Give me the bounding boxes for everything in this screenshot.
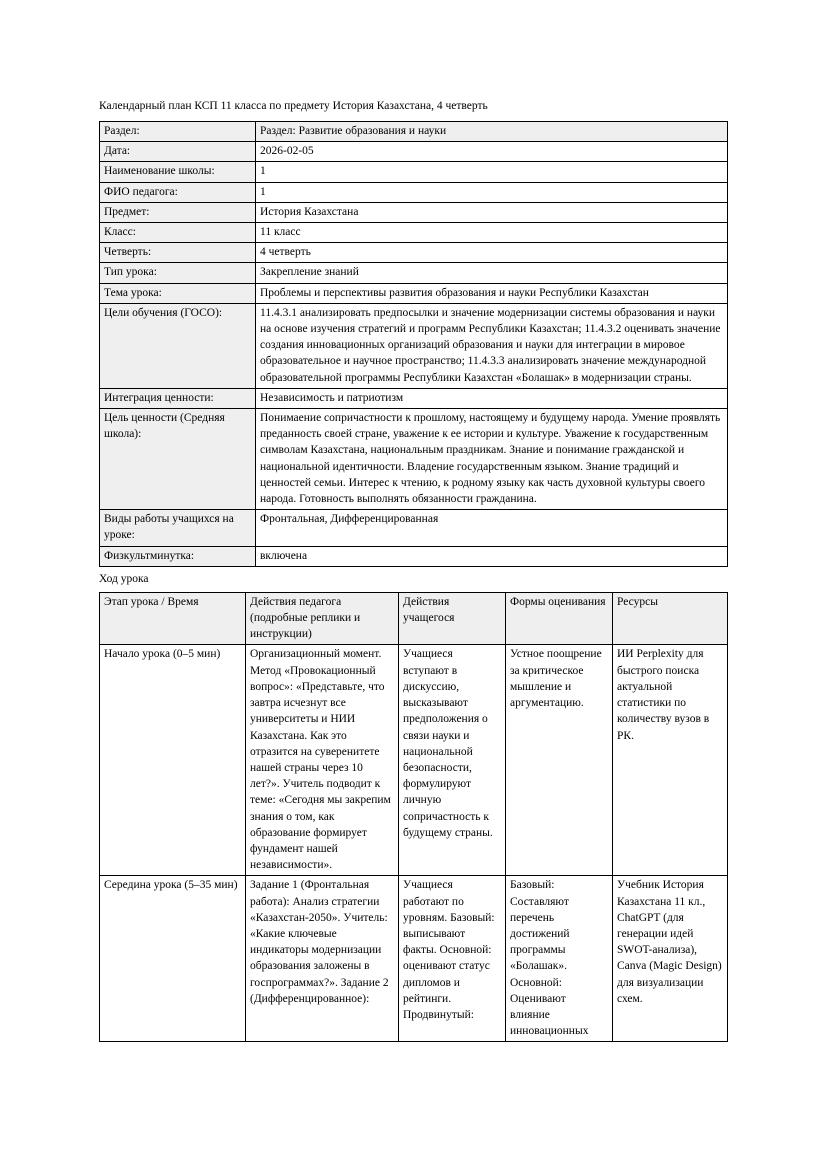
info-row [100,223,728,243]
flow-cell-stage: Середина урока (5–35 мин) [100,876,246,1042]
info-row-label: Виды работы учащихся на уроке: [100,510,256,546]
info-row-value: Понимаение сопричастности к прошлому, настоящему и будущему народа. Умение проявлять преданность своей стране, уважение к ее истории и культуре. Уважение к государственным символам Казахстана, национальным праздникам. Знание и понимание гражданской и национальной идентичности. Владение государственным языком. Знание традиций и ценностей семьи. Интерес к чтению, к родному языку как часть духовной культуры своего народа. Готовность выполнять обязанности гражданина. [256,409,728,510]
info-row-label: Раздел: [100,122,256,142]
flow-column-header: Действия педагога (подробные реплики и инструкции) [246,592,399,645]
info-row-label: Наименование школы: [100,162,256,182]
info-row [100,303,728,388]
info-row-label: Интеграция ценности: [100,388,256,408]
flow-cell-teacher-actions: Задание 1 (Фронтальная работа): Анализ стратегии «Казахстан-2050». Учитель: «Какие ключевые индикаторы модернизации образования заложены в госпрограммах?». Задание 2 (Дифференцированное): [246,876,399,1042]
info-row-value: Раздел: Развитие образования и науки [256,122,728,142]
info-row-value: Проблемы и перспективы развития образования и науки Республики Казахстан [256,283,728,303]
info-row [100,388,728,408]
info-row [100,510,728,546]
document-content [99,98,727,1042]
info-row-value: 11.4.3.1 анализировать предпосылки и значение модернизации системы образования и науки на основе изучения стратегий и программ Республики Казахстан; 11.4.3.2 оценивать значение создания инновационных организаций образования и науки для интеграции в мировое образовательное и научное пространство; 11.4.3.3 анализировать значение международной образовательной программы Республики Казахстан «Болашак» в модернизации страны. [256,303,728,388]
flow-cell-stage: Начало урока (0–5 мин) [100,645,246,876]
info-row-value: 4 четверть [256,243,728,263]
flow-cell-assessment: Устное поощрение за критическое мышление и аргументацию. [506,645,613,876]
info-row-value: 2026-02-05 [256,142,728,162]
info-row-value: 1 [256,162,728,182]
info-row-value: Закрепление знаний [256,263,728,283]
info-row [100,182,728,202]
info-row [100,263,728,283]
info-row-label: Четверть: [100,243,256,263]
lesson-flow-heading: Ход урока [99,572,149,585]
info-row-value: 1 [256,182,728,202]
lesson-flow-head [100,592,728,645]
flow-cell-resources: ИИ Perplexity для быстрого поиска актуальной статистики по количеству вузов в РК. [613,645,728,876]
info-row-label: Предмет: [100,202,256,222]
flow-row [100,645,728,876]
info-row-label: Цель ценности (Средняя школа): [100,409,256,510]
info-row-value: Независимость и патриотизм [256,388,728,408]
flow-row [100,876,728,1042]
flow-cell-assessment: Базовый: Составляют перечень достижений программы «Болашак». Основной: Оценивают влияние инновационных [506,876,613,1042]
info-row [100,243,728,263]
info-row [100,283,728,303]
info-row-value: История Казахстана [256,202,728,222]
flow-cell-student-actions: Учащиеся вступают в дискуссию, высказывают предположения о связи науки и национальной безопасности, формулируют личную сопричастность к будущему страны. [399,645,506,876]
info-row-label: ФИО педагога: [100,182,256,202]
info-row [100,122,728,142]
info-row [100,202,728,222]
info-row-label: Класс: [100,223,256,243]
info-row-label: Цели обучения (ГОСО): [100,303,256,388]
lesson-info-table [99,121,728,567]
info-row [100,546,728,566]
flow-header-row [100,592,728,645]
info-row-value: Фронтальная, Дифференцированная [256,510,728,546]
info-row-label: Физкультминутка: [100,546,256,566]
info-row-label: Дата: [100,142,256,162]
lesson-info-body [100,122,728,567]
info-row [100,162,728,182]
flow-column-header: Формы оценивания [506,592,613,645]
info-row [100,409,728,510]
flow-cell-student-actions: Учащиеся работают по уровням. Базовый: выписывают факты. Основной: оценивают статус дипломов и рейтинги. Продвинутый: [399,876,506,1042]
flow-column-header: Этап урока / Время [100,592,246,645]
flow-cell-teacher-actions: Организационный момент. Метод «Провокационный вопрос»: «Представьте, что завтра исчезнут все университеты и НИИ Казахстана. Как это отразится на суверенитете нашей страны через 10 лет?». Учитель подводит к теме: «Сегодня мы закрепим знания о том, как образование формирует фундамент нашей независимости». [246,645,399,876]
lesson-flow-body [100,645,728,1042]
flow-column-header: Действия учащегося [399,592,506,645]
info-row-label: Тема урока: [100,283,256,303]
flow-column-header: Ресурсы [613,592,728,645]
info-row-label: Тип урока: [100,263,256,283]
page-title: Календарный план КСП 11 класса по предмету История Казахстана, 4 четверть [99,100,488,112]
info-row [100,142,728,162]
info-row-value: включена [256,546,728,566]
flow-cell-resources: Учебник История Казахстана 11 кл., ChatGPT (для генерации идей SWOT-анализа), Canva (Magic Design) для визуализации схем. [613,876,728,1042]
info-row-value: 11 класс [256,223,728,243]
lesson-flow-table [99,592,728,1042]
